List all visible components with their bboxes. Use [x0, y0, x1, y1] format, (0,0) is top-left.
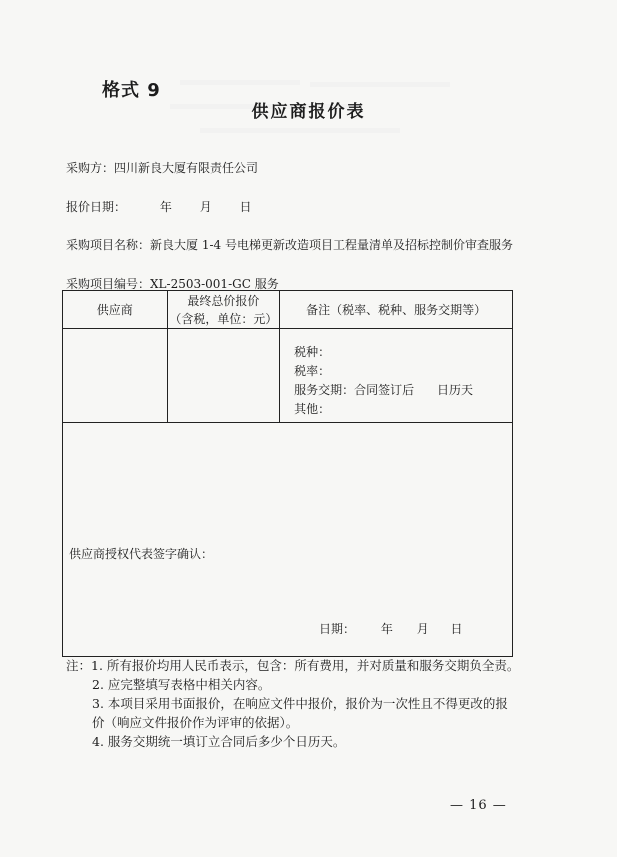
quote-date-day: 日 [239, 200, 252, 214]
quote-date-month: 月 [199, 200, 212, 214]
signature-date [319, 620, 463, 637]
project-name-field: 采购项目名称：新良大厦 1-4 号电梯更新改造项目工程量清单及招标控制价审查服务 [66, 238, 513, 252]
supplier-cell[interactable] [63, 329, 168, 423]
notes-prefix: 注： [66, 658, 92, 673]
quote-table [62, 290, 513, 423]
signature-date-day: 日 [450, 622, 463, 636]
quote-date-year: 年 [159, 200, 172, 214]
note-item [66, 656, 536, 675]
note-item: 3. 本项目采用书面报价，在响应文件中报价，报价为一次性且不得更改的报 [92, 696, 508, 711]
purchaser-field: 采购方：四川新良大厦有限责任公司 [66, 161, 259, 175]
signature-date-year: 年 [380, 622, 393, 636]
quote-date-label: 报价日期： [66, 200, 127, 214]
quote-date-field [66, 198, 252, 215]
remarks-cell[interactable] [280, 329, 513, 423]
remarks-other: 其他： [294, 402, 331, 416]
table-header-row [63, 291, 513, 329]
page-title: 供应商报价表 [251, 102, 366, 122]
page-number: — 16 — [450, 798, 507, 813]
note-item: 价（响应文件报价作为评审的依据）。 [92, 715, 299, 730]
signature-box [62, 423, 513, 657]
remarks-tax-rate: 税率： [294, 364, 331, 378]
remarks-service-delivery: 服务交期：合同签订后 日历天 [294, 383, 474, 397]
note-item: 4. 服务交期统一填订立合同后多少个日历天。 [92, 734, 346, 749]
note-1: 1. 所有报价均用人民币表示，包含：所有费用，并对质量和服务交期负全责。 [91, 658, 520, 673]
signature-date-month: 月 [416, 622, 429, 636]
final-price-cell[interactable] [167, 329, 280, 423]
header-supplier: 供应商 [63, 291, 168, 329]
project-code-field: 采购项目编号：XL-2503-001-GC 服务 [66, 277, 279, 291]
note-item: 2. 应完整填写表格中相关内容。 [92, 677, 271, 692]
table-row [63, 329, 513, 423]
signature-label: 供应商授权代表签字确认： [69, 547, 214, 561]
header-remarks: 备注（税率、税种、服务交期等） [280, 291, 513, 329]
format-label: 格式 9 [102, 80, 161, 101]
header-final-price [167, 291, 280, 329]
header-final-price-line1: 最终总价报价 [187, 293, 260, 308]
signature-date-label: 日期： [319, 622, 356, 636]
header-final-price-line2: （含税，单位：元） [169, 311, 278, 326]
notes-section [66, 656, 536, 751]
remarks-tax-type: 税种： [294, 345, 331, 359]
